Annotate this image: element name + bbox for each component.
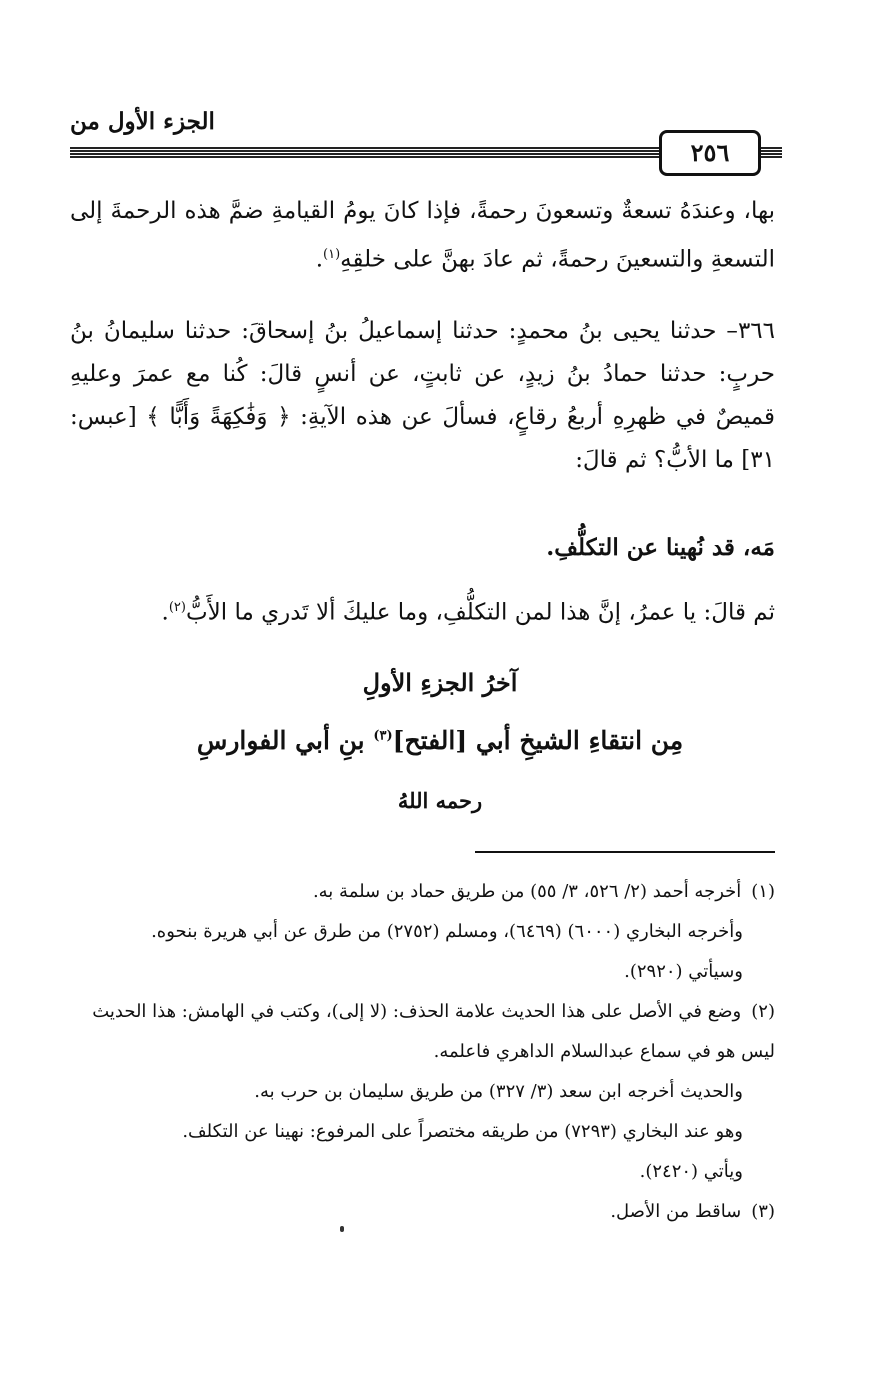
page-number: ٢٥٦	[690, 138, 730, 167]
footnote-2-number: (٢)	[751, 1001, 775, 1022]
footnote-2-line-3: وهو عند البخاري (٧٢٩٣) من طريقه مختصراً على المرفوع: نهينا عن التكلف.	[182, 1121, 743, 1142]
paragraph-4-text: ثم قالَ: يا عمرُ، إنَّ هذا لمن التكلُّفِ، وما عليكَ ألا تَدري ما الأَبُّ	[185, 599, 775, 626]
footnotes	[70, 872, 775, 1232]
footnote-2-line-1: وضع في الأصل على هذا الحديث علامة الحذف: (لا إلى)، وكتب في الهامش: هذا الحديث ليس هو في سماع عبدالسلام الداهري فاعلمه.	[92, 1001, 775, 1062]
footnote-1	[70, 872, 775, 912]
paragraph-1-text: بها، وعندَهُ تسعةٌ وتسعونَ رحمةً، فإذا كانَ يومُ القيامةِ ضمَّ هذه الرحمةَ إلى التسعةِ والتسعينَ رحمةً، ثم عادَ بهنَّ على خلقِهِ	[70, 198, 775, 273]
colophon-line-2a: مِن انتقاءِ الشيخِ أبي [الفتح]	[392, 726, 684, 755]
quote-text: مَه، قد نُهينا عن التكلُّفِ.	[546, 534, 775, 561]
footnote-1-line-3: وسيأتي (٢٩٢٠).	[624, 961, 743, 982]
quote-paragraph	[70, 526, 775, 569]
footnote-separator	[475, 851, 775, 853]
running-header-title: الجزء الأول من	[70, 108, 215, 135]
hadith-366	[70, 310, 775, 482]
paragraph-1-end: .	[315, 246, 324, 273]
page-number-box	[659, 130, 761, 176]
stray-mark	[340, 1226, 344, 1232]
footnote-1-number: (١)	[751, 881, 775, 902]
footnote-3-line-1: ساقط من الأصل.	[610, 1201, 742, 1222]
footnote-ref-3[interactable]: (٣)	[373, 728, 393, 744]
footnote-ref-2[interactable]: (٢)	[168, 600, 186, 615]
footnote-ref-1[interactable]: (١)	[323, 247, 341, 262]
footnote-2	[70, 992, 775, 1072]
paragraph-4-end: .	[161, 599, 169, 626]
footnote-2-line-4: ويأتي (٢٤٢٠).	[639, 1161, 743, 1182]
footnote-3-number: (٣)	[751, 1201, 775, 1222]
colophon-line-1: آخرُ الجزءِ الأولِ	[362, 668, 518, 697]
colophon-line-3: رحمه اللهُ	[397, 788, 483, 813]
hadith-366-text: ٣٦٦– حدثنا يحيى بنُ محمدٍ: حدثنا إسماعيلُ بنُ إسحاقَ: حدثنا سليمانُ بنُ حربٍ: حدثنا حمادُ بنُ زيدٍ، عن ثابتٍ، عن أنسٍ قالَ: كُنا مع عمرَ وعليهِ قميصٌ في ظهرِهِ أربعُ رقاعٍ، فسألَ عن هذه الآيةِ: ﴿ وَفَٰكِهَةً وَأَبًّا ﴾ [عبس: ٣١] ما الأبُّ؟ ثم قالَ:	[70, 318, 775, 473]
footnote-2-line-2: والحديث أخرجه ابن سعد (٣/ ٣٢٧) من طريق سليمان بن حرب به.	[254, 1081, 743, 1102]
paragraph-4	[70, 586, 775, 635]
paragraph-1	[70, 190, 775, 282]
colophon-line-2b: بنِ أبي الفوارسِ	[196, 726, 374, 755]
footnote-1-line-2: وأخرجه البخاري (٦٠٠٠) (٦٤٦٩)، ومسلم (٢٧٥٢) من طرق عن أبي هريرة بنحوه.	[151, 921, 743, 942]
footnote-1-line-1: أخرجه أحمد (٢/ ٥٢٦، ٣/ ٥٥) من طريق حماد بن سلمة به.	[312, 881, 742, 902]
colophon-line-2	[180, 726, 700, 755]
footnote-3	[70, 1192, 775, 1232]
